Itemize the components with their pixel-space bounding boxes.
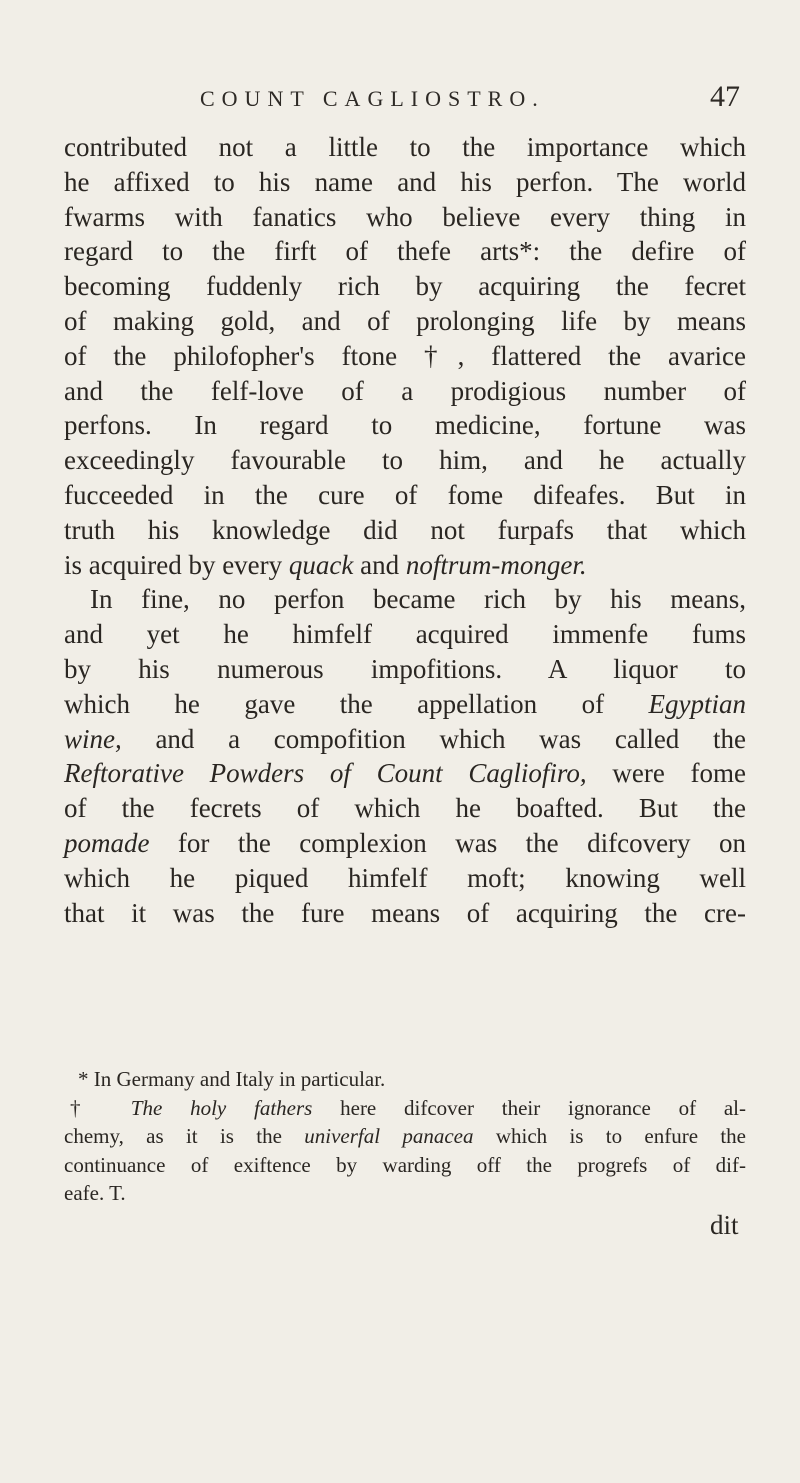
italic-term-nostrum-monger: noftrum-monger. (405, 549, 587, 580)
italic-term-holy-fathers: The holy fathers (130, 1095, 313, 1120)
text-line: he affixed to his name and his perfon. The world (64, 166, 746, 197)
text-line: In fine, no perfon became rich by his means, (90, 584, 746, 615)
text-line: and yet he himfelf acquired immenfe fums (64, 619, 746, 650)
text-line: of the philofopher's ftone †, flattered the avarice (64, 340, 746, 371)
running-title: COUNT CAGLIOSTRO. (200, 86, 545, 111)
text-run: is acquired by every (64, 549, 289, 580)
footnote-2-line: continuance of exiftence by warding off the progrefs of dif- (64, 1152, 746, 1177)
text-line: exceedingly favourable to him, and he actually (64, 445, 746, 476)
text-line: fucceeded in the cure of fome difeafes. But in (64, 479, 746, 510)
text-run: for the complexion was the difcovery on (149, 827, 746, 858)
text-line: and the felf-love of a prodigious number of (64, 375, 746, 406)
text-line (64, 687, 746, 722)
text-run: chemy, as it is the (64, 1124, 305, 1149)
footnote-2-line: eafe. T. (64, 1181, 126, 1206)
italic-term-quack: quack (288, 549, 354, 580)
text-line (64, 756, 746, 791)
text-run: here difcover their ignorance of al- (312, 1095, 746, 1120)
text-run: which he gave the appellation of (64, 688, 649, 719)
text-run: were fome (586, 758, 746, 789)
text-line: becoming fuddenly rich by acquiring the fecret (64, 271, 746, 302)
catchword: dit (710, 1210, 739, 1240)
text-run: and a compofition which was called the (121, 723, 746, 754)
italic-term-wine: wine, (64, 723, 122, 754)
text-line (64, 722, 746, 757)
text-line: truth his knowledge did not furpafs that which (64, 514, 746, 545)
text-line: of making gold, and of prolonging life by means (64, 305, 746, 336)
text-line: perfons. In regard to medicine, fortune was (64, 410, 746, 441)
text-line: fwarms with fanatics who believe every thing in (64, 201, 746, 232)
text-line (64, 548, 746, 583)
text-line: that it was the fure means of acquiring the cre- (64, 897, 746, 928)
text-run: which is to enfure the (473, 1124, 747, 1149)
footnote-2-line (64, 1122, 746, 1151)
body-text (64, 130, 746, 930)
text-line: which he piqued himfelf moft; knowing well (64, 862, 746, 893)
text-line: contributed not a little to the importance which (64, 132, 746, 162)
text-line: of the fecrets of which he boafted. But the (64, 793, 746, 824)
footnotes (64, 1065, 746, 1208)
text-line (64, 826, 746, 861)
text-line: regard to the firft of thefe arts*: the defire of (64, 236, 746, 267)
italic-term-egyptian: Egyptian (648, 688, 746, 719)
footnote-mark: † (70, 1095, 131, 1120)
italic-term-restorative-powders: Reftorative Powders of Count Cagliofiro, (64, 758, 587, 789)
italic-term-pomade: pomade (64, 827, 150, 858)
footnote-2-line (64, 1094, 746, 1123)
italic-term-universal-panacea: univerfal panacea (304, 1124, 474, 1149)
text-run: and (353, 549, 406, 580)
page-number: 47 (710, 80, 740, 113)
running-head (130, 80, 740, 120)
footnote-1: * In Germany and Italy in particular. (78, 1067, 386, 1091)
text-line: by his numerous impofitions. A liquor to (64, 653, 746, 684)
